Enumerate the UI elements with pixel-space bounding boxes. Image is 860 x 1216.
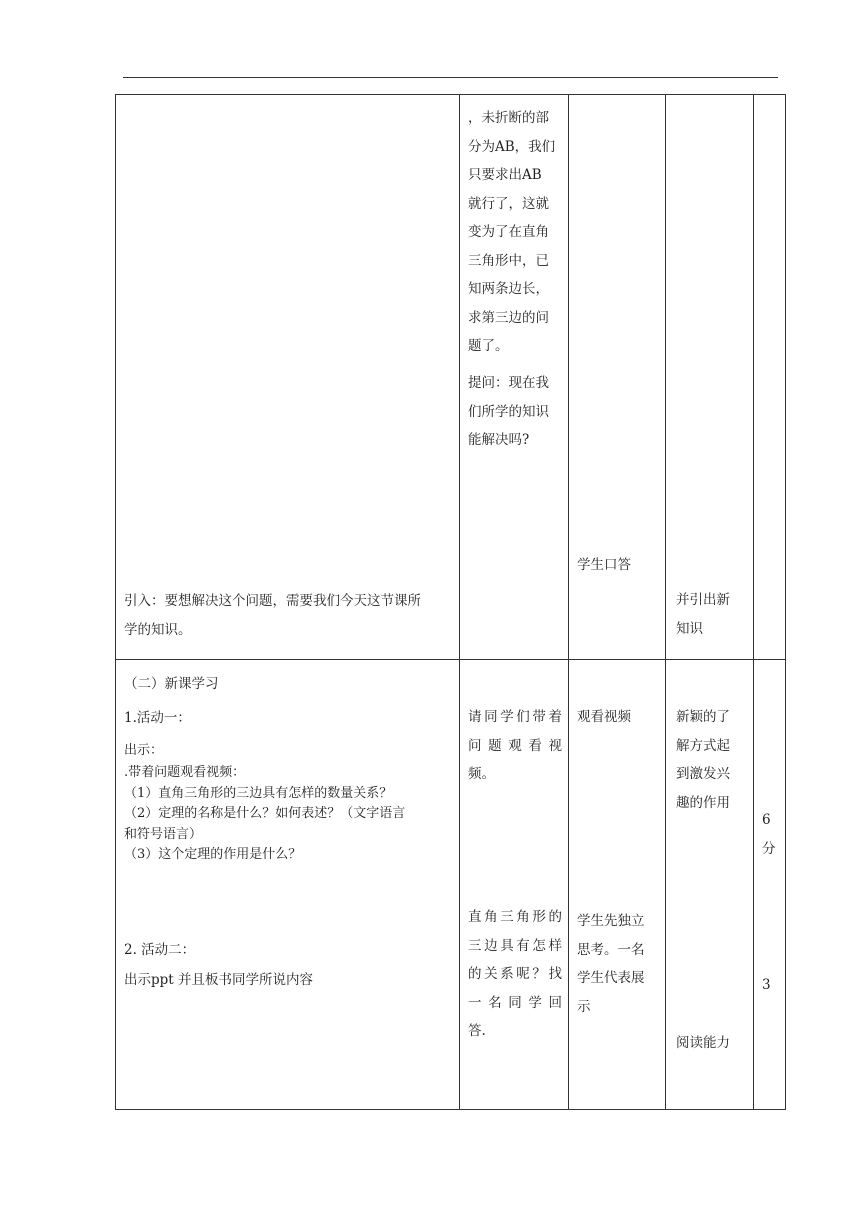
intro-text: 引入：要想解决这个问题，需要我们今天这节课所 学的知识。 <box>124 593 421 638</box>
teacher-question-text: 提问：现在我 们所学的知识 能解决吗? <box>468 375 549 448</box>
column-divider <box>568 95 569 1109</box>
time-allocation-2: 3 <box>762 977 771 993</box>
row-divider <box>116 659 785 660</box>
design-intent-1: 新颖的了 解方式起 到激发兴 趣的作用 <box>676 709 730 811</box>
activity2-title: 2. 活动二： <box>124 942 196 958</box>
activity2-content: 出示ppt 并且板书同学所说内容 <box>124 972 313 988</box>
page-header-line <box>123 77 778 78</box>
student-activity-2: 学生先独立 思考。一名 学生代表展 示 <box>577 913 645 1015</box>
teacher-activity-text: ，未折断的部 分为AB，我们 只要求出AB 就行了，这就 变为了在直角 三角形中，已 知两条边长， 求第三边的问 题了。 <box>468 110 556 354</box>
column-divider <box>753 95 754 1109</box>
video-questions: .带着问题观看视频： （1）直角三角形的三边具有怎样的数量关系？ （2）定理的名称是什么？如何表述？（文字语言 和符号语言） （3）这个定理的作用是什么？ <box>124 765 406 862</box>
lesson-plan-table <box>115 94 786 1110</box>
student-activity-text: 学生口答 <box>577 557 631 573</box>
section-title: （二）新课学习 <box>124 676 219 692</box>
column-divider <box>665 95 666 1109</box>
design-intent-text: 并引出新 知识 <box>676 592 730 637</box>
time-allocation-1: 6 分 <box>762 812 776 857</box>
column-divider <box>459 95 460 1109</box>
design-intent-2: 阅读能力 <box>676 1035 730 1051</box>
teacher-instruction-2: 直角三角形的 三边具有怎样 的关系呢？找 一 名 同 学 回 答. <box>468 909 562 1039</box>
show-label: 出示： <box>124 743 164 758</box>
teacher-instruction-1: 请同学们带着 问 题 观 看 视 频。 <box>468 709 562 782</box>
activity1-title: 1.活动一： <box>124 710 191 726</box>
student-activity-1: 观看视频 <box>577 709 631 725</box>
